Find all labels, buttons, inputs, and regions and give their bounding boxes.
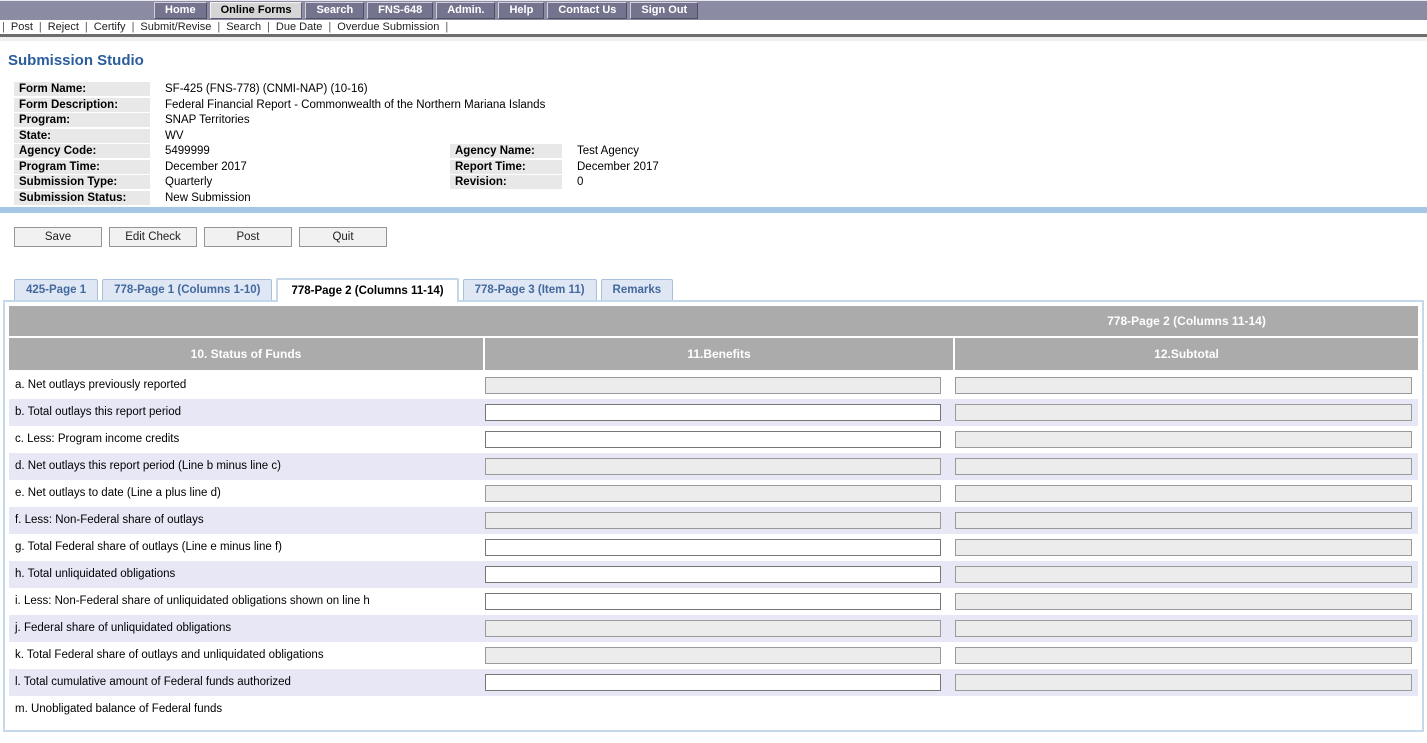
quit-button[interactable]: Quit [299, 227, 387, 247]
nav-button-search[interactable]: Search [305, 2, 364, 19]
edit-check-button[interactable]: Edit Check [109, 227, 197, 247]
table-row-h [9, 561, 1418, 588]
menu-item-reject[interactable]: Reject [47, 21, 79, 33]
row-label-e: e. Net outlays to date (Line a plus line d) [15, 487, 221, 499]
menu-item-search[interactable]: Search [226, 21, 262, 33]
detail-label: Form Name: [14, 82, 150, 96]
tab-778-page-2-columns-11-14[interactable]: 778-Page 2 (Columns 11-14) [276, 278, 458, 302]
benefits-input-f [485, 512, 941, 529]
benefits-cell-d [483, 458, 953, 475]
secondary-menu-bar [0, 20, 1427, 34]
detail-value: 0 [577, 176, 584, 188]
row-label-c: c. Less: Program income credits [15, 433, 180, 445]
detail-label: Submission Type: [14, 175, 150, 189]
subtotal-cell-f [953, 512, 1418, 529]
benefits-input-e [485, 485, 941, 502]
detail-label: Program: [14, 113, 150, 127]
benefits-input-b[interactable] [485, 404, 941, 421]
subtotal-input-h [955, 566, 1412, 583]
column-header-12-subtotal: 12.Subtotal [955, 338, 1418, 370]
menu-separator: | [2, 21, 5, 33]
detail-row-submission-status [14, 191, 1419, 205]
detail-value: 5499999 [165, 145, 210, 157]
form-details [14, 82, 1419, 205]
benefits-cell-l [483, 674, 953, 691]
table-row-j [9, 615, 1418, 642]
table-row-g [9, 534, 1418, 561]
detail-value: New Submission [165, 191, 251, 204]
subtotal-cell-i [953, 593, 1418, 610]
menu-separator: | [84, 21, 88, 33]
detail-row-state [14, 129, 1419, 143]
nav-button-sign-out[interactable]: Sign Out [630, 2, 698, 19]
menu-item-due-date[interactable]: Due Date [275, 21, 323, 33]
row-label-f: f. Less: Non-Federal share of outlays [15, 514, 204, 526]
menu-separator: | [445, 21, 449, 33]
column-header-11-benefits: 11.Benefits [485, 338, 953, 370]
subtotal-input-l [955, 674, 1412, 691]
row-label-l: l. Total cumulative amount of Federal funds authorized [15, 676, 291, 688]
detail-row-form-description [14, 98, 1419, 112]
table-row-k [9, 642, 1418, 669]
table-row-l [9, 669, 1418, 696]
subtotal-cell-b [953, 404, 1418, 421]
row-label-b: b. Total outlays this report period [15, 406, 181, 418]
subtotal-input-b [955, 404, 1412, 421]
detail-value: SF-425 (FNS-778) (CNMI-NAP) (10-16) [165, 83, 368, 95]
subtotal-cell-j [953, 620, 1418, 637]
nav-button-contact-us[interactable]: Contact Us [547, 2, 627, 19]
panel-header-band [9, 306, 1418, 336]
benefits-cell-i [483, 593, 953, 610]
detail-label: Submission Status: [14, 191, 150, 205]
column-header-row [9, 338, 1418, 370]
detail-label: Report Time: [450, 160, 562, 174]
benefits-input-l[interactable] [485, 674, 941, 691]
row-label-a: a. Net outlays previously reported [15, 379, 187, 391]
row-label-d: d. Net outlays this report period (Line b minus line c) [15, 460, 281, 472]
menu-item-certify[interactable]: Certify [93, 21, 126, 33]
table-row-a [9, 372, 1418, 399]
detail-label: State: [14, 129, 150, 143]
action-button-row [14, 227, 1427, 247]
table-row-c [9, 426, 1418, 453]
detail-row-form-name [14, 82, 1419, 96]
table-row-d [9, 453, 1418, 480]
menu-separator: | [217, 21, 221, 33]
menu-separator: | [131, 21, 135, 33]
table-row-e [9, 480, 1418, 507]
detail-value: Federal Financial Report - Commonwealth of the Northern Mariana Islands [165, 98, 546, 111]
menu-item-submit-revise[interactable]: Submit/Revise [140, 21, 212, 33]
benefits-input-k [485, 647, 941, 664]
benefits-cell-e [483, 485, 953, 502]
menu-divider-light [0, 37, 1427, 42]
benefits-cell-f [483, 512, 953, 529]
detail-row-program [14, 113, 1419, 127]
row-label-h: h. Total unliquidated obligations [15, 568, 176, 580]
benefits-cell-a [483, 377, 953, 394]
tab-panel [3, 300, 1424, 732]
tab-remarks[interactable]: Remarks [601, 279, 674, 300]
benefits-input-a [485, 377, 941, 394]
detail-value: Quarterly [165, 176, 213, 188]
nav-button-online-forms[interactable]: Online Forms [210, 2, 303, 19]
table-row-b [9, 399, 1418, 426]
benefits-input-c[interactable] [485, 431, 941, 448]
nav-button-admin[interactable]: Admin. [436, 2, 495, 19]
subtotal-cell-a [953, 377, 1418, 394]
benefits-cell-j [483, 620, 953, 637]
benefits-cell-b [483, 404, 953, 421]
detail-label: Form Description: [14, 98, 150, 112]
subtotal-input-k [955, 647, 1412, 664]
subtotal-cell-e [953, 485, 1418, 502]
row-label-g: g. Total Federal share of outlays (Line e minus line f) [15, 541, 282, 553]
nav-button-home[interactable]: Home [154, 2, 207, 19]
panel-title: 778-Page 2 (Columns 11-14) [1107, 313, 1266, 328]
benefits-input-h[interactable] [485, 566, 941, 583]
tab-778-page-3-item-11[interactable]: 778-Page 3 (Item 11) [463, 279, 597, 300]
subtotal-cell-g [953, 539, 1418, 556]
benefits-cell-k [483, 647, 953, 664]
detail-label: Program Time: [14, 160, 150, 174]
subtotal-input-j [955, 620, 1412, 637]
save-button[interactable]: Save [14, 227, 102, 247]
detail-row-submission-type [14, 175, 1419, 189]
menu-item-post[interactable]: Post [10, 21, 33, 33]
menu-item-overdue-submission[interactable]: Overdue Submission [337, 21, 440, 33]
detail-value: Test Agency [577, 145, 640, 157]
nav-button-help[interactable]: Help [498, 2, 544, 19]
subtotal-input-c [955, 431, 1412, 448]
post-button[interactable]: Post [204, 227, 292, 247]
nav-button-fns-648[interactable]: FNS-648 [367, 2, 433, 19]
subtotal-input-g [955, 539, 1412, 556]
table-row-m [9, 696, 1418, 723]
row-label-i: i. Less: Non-Federal share of unliquidated obligations shown on line h [15, 595, 370, 607]
subtotal-cell-d [953, 458, 1418, 475]
detail-value: WV [165, 129, 184, 142]
benefits-input-j [485, 620, 941, 637]
tab-bar [14, 278, 1427, 300]
subtotal-cell-l [953, 674, 1418, 691]
menu-separator: | [267, 21, 270, 33]
detail-value: December 2017 [165, 160, 247, 173]
subtotal-input-a [955, 377, 1412, 394]
detail-value: December 2017 [577, 160, 659, 173]
detail-label: Revision: [450, 175, 562, 189]
subtotal-input-f [955, 512, 1412, 529]
subtotal-cell-h [953, 566, 1418, 583]
tab-778-page-1-columns-1-10[interactable]: 778-Page 1 (Columns 1-10) [102, 279, 272, 300]
menu-separator: | [328, 21, 332, 33]
accent-bar [0, 207, 1427, 213]
detail-row-program-time [14, 160, 1419, 174]
detail-row-agency-code [14, 144, 1419, 158]
benefits-input-i[interactable] [485, 593, 941, 610]
row-label-m: m. Unobligated balance of Federal funds [15, 703, 223, 715]
row-label-k: k. Total Federal share of outlays and unliquidated obligations [15, 649, 324, 661]
benefits-cell-c [483, 431, 953, 448]
top-navigation-bar [0, 0, 1427, 20]
table-row-i [9, 588, 1418, 615]
tab-425-page-1[interactable]: 425-Page 1 [14, 279, 98, 300]
subtotal-cell-c [953, 431, 1418, 448]
page-title: Submission Studio [8, 52, 144, 69]
menu-separator: | [38, 21, 42, 33]
benefits-input-g[interactable] [485, 539, 941, 556]
benefits-cell-h [483, 566, 953, 583]
grid-rows [9, 372, 1418, 723]
subtotal-input-e [955, 485, 1412, 502]
row-label-j: j. Federal share of unliquidated obligations [15, 622, 232, 634]
subtotal-input-i [955, 593, 1412, 610]
subtotal-cell-k [953, 647, 1418, 664]
detail-value: SNAP Territories [165, 114, 250, 126]
detail-label: Agency Code: [14, 144, 150, 158]
benefits-input-d [485, 458, 941, 475]
table-row-f [9, 507, 1418, 534]
subtotal-input-d [955, 458, 1412, 475]
benefits-cell-g [483, 539, 953, 556]
detail-label: Agency Name: [450, 144, 562, 158]
column-header-10-status-of-funds: 10. Status of Funds [9, 338, 483, 370]
